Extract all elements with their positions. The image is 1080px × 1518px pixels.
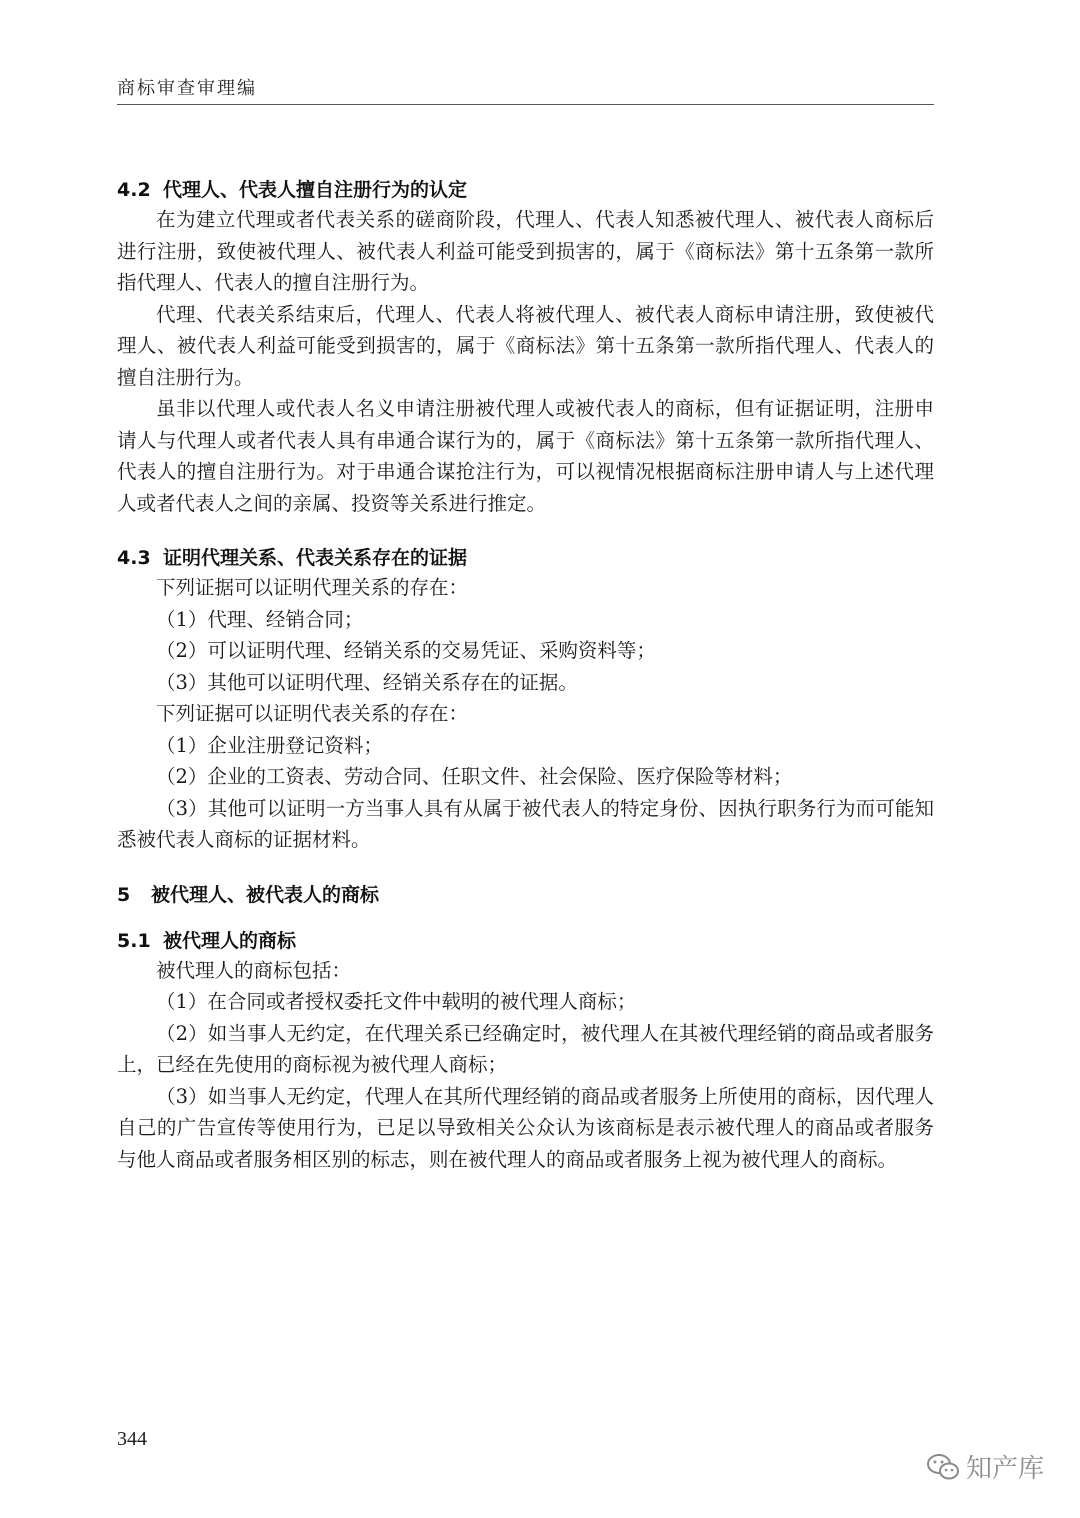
list-item: （2）企业的工资表、劳动合同、任职文件、社会保险、医疗保险等材料；	[156, 765, 793, 788]
list-item: （3）其他可以证明代理、经销关系存在的证据。	[156, 670, 578, 694]
section-number: 4.2	[117, 179, 151, 201]
section-title: 被代理人、被代表人的商标	[151, 883, 380, 906]
list-item: （1）在合同或者授权委托文件中载明的被代理人商标；	[156, 990, 637, 1013]
page-body	[117, 176, 934, 1175]
section-title: 代理人、代表人擅自注册行为的认定	[163, 179, 468, 201]
paragraph: 被代理人的商标包括：	[156, 958, 352, 982]
list-item: （3）其他可以证明一方当事人具有从属于被代表人的特定身份、因执行职务行为而可能知悉被代表人商标的证据材料。	[117, 796, 934, 851]
section-heading-5	[117, 881, 934, 909]
section-heading-4-2	[117, 176, 934, 204]
list-item: （2）可以证明代理、经销关系的交易凭证、采购资料等；	[156, 639, 656, 662]
page-number: 344	[117, 1428, 147, 1450]
list-item: （3）如当事人无约定，代理人在其所代理经销的商品或者服务上所使用的商标，因代理人自己的广告宣传等使用行为，已足以导致相关公众认为该商标是表示被代理人的商品或者服务与他人商品或者服务相区别的标志，则在被代理人的商品或者服务上视为被代理人的商标。	[117, 1084, 934, 1171]
section-number: 4.3	[117, 547, 151, 569]
section-number: 5.1	[117, 929, 151, 952]
paragraph: 下列证据可以证明代理关系的存在：	[156, 576, 469, 599]
list-item: （2）如当事人无约定，在代理关系已经确定时，被代理人在其被代理经销的商品或者服务上，已经在先使用的商标视为被代理人商标；	[117, 1021, 934, 1076]
watermark	[926, 1448, 1044, 1485]
list-item: （1）代理、经销合同；	[156, 607, 364, 631]
paragraph: 虽非以代理人或代表人名义申请注册被代理人或被代表人的商标，但有证据证明，注册申请人与代理人或者代表人具有串通合谋行为的，属于《商标法》第十五条第一款所指代理人、代表人的擅自注册行为。对于串通合谋抢注行为，可以视情况根据商标注册申请人与上述代理人或者代表人之间的亲属、投资等关系进行推定。	[117, 397, 934, 515]
section-title: 被代理人的商标	[163, 929, 297, 952]
section-title: 证明代理关系、代表关系存在的证据	[163, 547, 468, 569]
section-heading-5-1	[117, 927, 934, 955]
section-number: 5	[117, 883, 131, 906]
paragraph: 代理、代表关系结束后，代理人、代表人将被代理人、被代表人商标申请注册，致使被代理人、被代表人利益可能受到损害的，属于《商标法》第十五条第一款所指代理人、代表人的擅自注册行为。	[117, 302, 934, 389]
header-divider	[117, 104, 934, 105]
section-heading-4-3	[117, 544, 934, 572]
watermark-text: 知产库	[965, 1454, 1044, 1484]
list-item: （1）企业注册登记资料；	[156, 733, 383, 757]
paragraph: 在为建立代理或者代表关系的磋商阶段，代理人、代表人知悉被代理人、被代表人商标后进行注册，致使被代理人、被代表人利益可能受到损害的，属于《商标法》第十五条第一款所指代理人、代表人的擅自注册行为。	[117, 208, 934, 294]
paragraph: 下列证据可以证明代表关系的存在：	[156, 702, 469, 725]
wechat-icon	[926, 1452, 960, 1482]
running-head-title: 商标审查审理编	[117, 78, 257, 99]
